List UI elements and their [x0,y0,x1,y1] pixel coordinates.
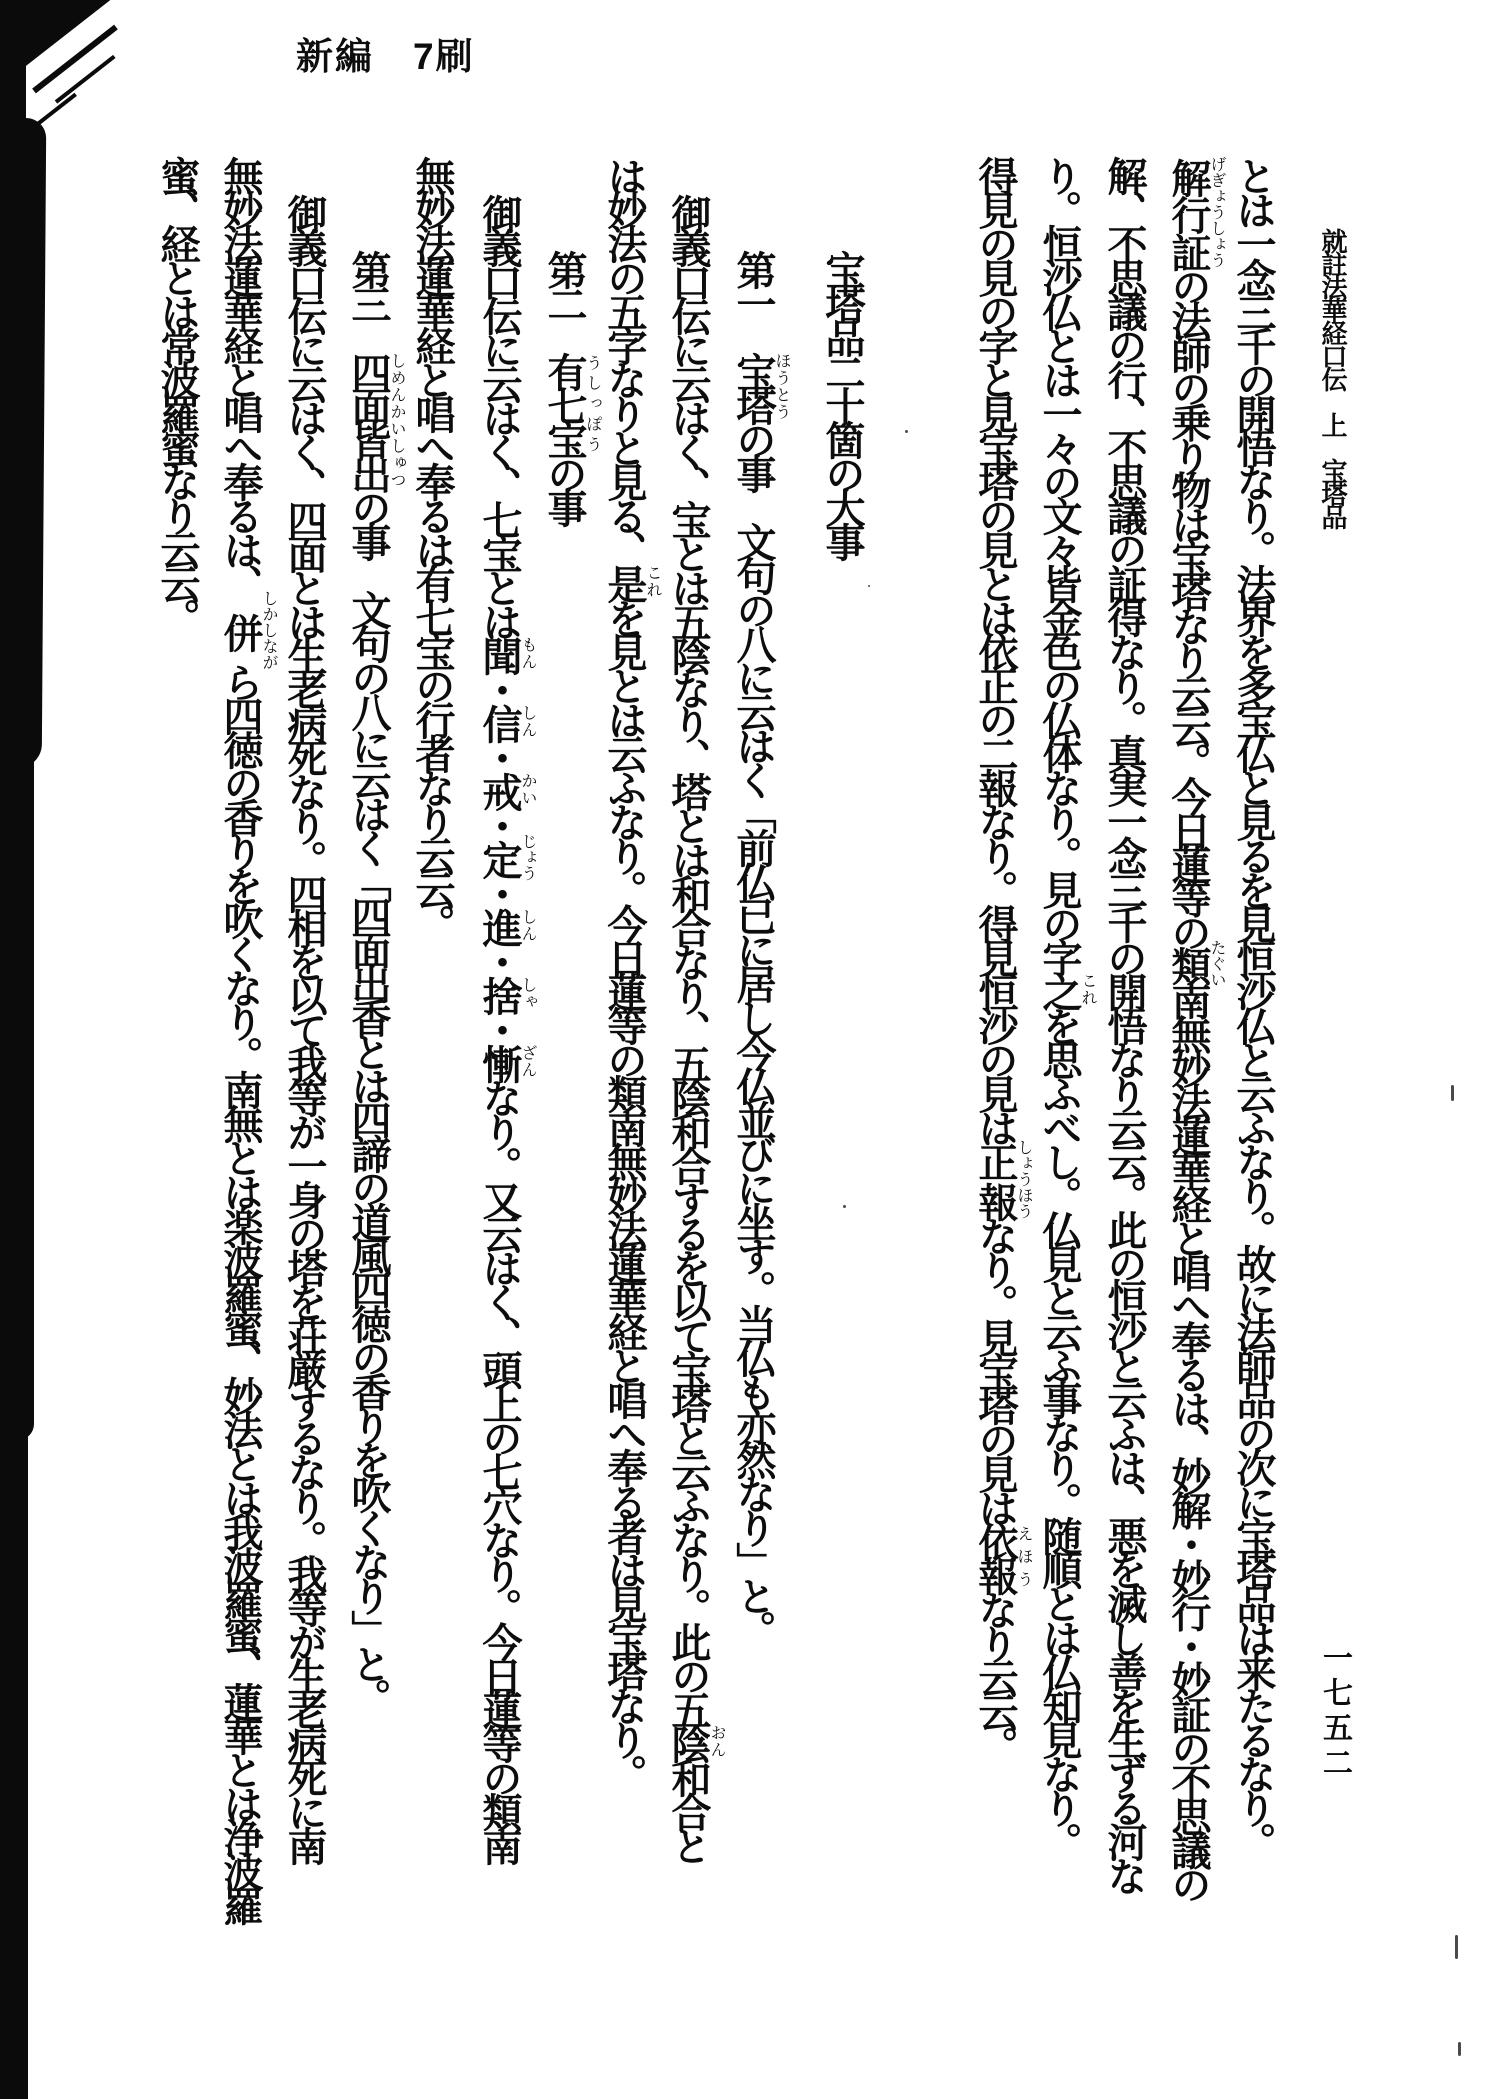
furigana-annotated-text: 戒かい [477,772,536,806]
furigana-annotated-text: 慚ざん [477,1044,536,1078]
scan-speck [905,430,908,433]
furigana-annotated-text: 正報しょうほう [973,1139,1032,1219]
scan-speck [843,1205,846,1208]
furigana-annotated-text: 信しん [477,704,536,738]
body-line-4: り。恒沙仏とは一々の文々皆金色の仏体なり。見の字之これを思ふべし。仏見と云ふ事なり。随順とは仏知見なり。 [1037,156,1096,1856]
furigana-annotated-text: 之これ [1037,972,1096,1006]
furigana-annotated-text: 四面皆出しめんかいしゅつ [346,352,405,488]
item-1-body-line-1: 御義口伝に云はく、宝とは五陰なり、塔とは和合なり、五陰和合するを以て宝塔と云ふなり。此の五陰おん和合と [666,194,725,1860]
section-title: 宝塔品二十箇の大事 [820,250,865,556]
scan-edge-artifact [0,1412,28,2099]
scan-streak-artifact [29,93,77,132]
item-2-body-line-2: 無妙法蓮華経と唱へ奉るは有七宝の行者なり云云。 [410,156,455,938]
furigana-annotated-text: 進しん [477,908,536,942]
item-2-heading: 第二 有七宝うしっぽうの事 [542,250,601,522]
item-3-body-line-1: 御義口伝に云はく、四面とは生老病死なり。四相を以て我等が一身の塔を荘厳するなり。我等が生老病死に南 [282,194,327,1860]
item-3-body-line-3: 蜜、経とは常波羅蜜なり云云。 [155,156,200,632]
item-1-heading: 第一 宝塔ほうとうの事 文句の八に云はく「前仏已に居し今仏並びに坐す。当仏も亦然なり」と。 [731,250,790,1644]
edition-note: 新編 7刷 [296,36,475,77]
furigana-annotated-text: 依報えほう [973,1522,1032,1590]
body-line-5: 得見の見の字と見宝塔の見とは依正の二報なり。得見恒沙の見は正報しょうほうなり。見宝塔の見は依報えほうなり云云。 [973,156,1032,1760]
furigana-annotated-text: 有七宝うしっぽう [542,352,601,454]
scan-edge-artifact [0,118,46,768]
page-number: 一七五二 [1318,1642,1351,1782]
item-2-body-line-1: 御義口伝に云はく、七宝とは聞もん・信しん・戒かい・定じょう・進しん・捨しゃ・慚ざんなり。又云はく、頭上の七穴なり。今日蓮等の類南 [477,194,536,1860]
furigana-annotated-text: 類たぐい [1166,939,1225,988]
scan-speck [868,585,870,587]
scan-corner-artifact [0,0,111,74]
furigana-annotated-text: 解行証げぎょうしょう [1166,156,1225,268]
running-head: 就註法華経口伝 上 宝塔品 [1318,228,1347,527]
furigana-annotated-text: 併しかしなが [218,590,277,670]
furigana-annotated-text: 定じょう [477,833,536,881]
body-line-2: 解行証げぎょうしょうの法師の乗り物は宝塔なり云云。今日蓮等の類たぐい南無妙法蓮華経と唱へ奉るは、妙解・妙行・妙証の不思議の [1166,156,1225,1899]
furigana-annotated-text: 聞もん [477,636,536,670]
scan-edge-artifact [0,740,34,1440]
furigana-annotated-text: 陰おん [666,1724,725,1758]
scan-speck [1458,2042,1461,2056]
item-1-body-line-2: は妙法の五字なりと見る、是これを見とは云ふなり。今日蓮等の類南無妙法蓮華経と唱へ奉る者は見宝塔なり。 [602,156,661,1788]
scan-speck [1455,1935,1458,1959]
furigana-annotated-text: 是これ [602,564,661,598]
body-line-3: 解、不思議の行、不思議の証得なり。真実一念三千の開悟なり云云。此の恒沙と云ふは、悪を滅し善を生ずる河な [1102,156,1147,1890]
scan-speck [1451,1085,1454,1101]
body-line-1: とは一念三千の開悟なり。法界を多宝仏と見るを見恒沙仏と云ふなり。故に法師品の次に宝塔品は来たるなり。 [1231,156,1276,1856]
item-3-heading: 第三 四面皆出しめんかいしゅつの事 文句の八に云はく「四面出香とは四諦の道風四徳の香りを吹くなり」と。 [346,250,405,1712]
item-3-body-line-2: 無妙法蓮華経と唱へ奉るは、併しかしながら四徳の香りを吹くなり。南無とは楽波羅蜜、妙法とは我波羅蜜、蓮華とは浄波羅 [218,156,277,1920]
furigana-annotated-text: 宝塔ほうとう [731,352,790,420]
furigana-annotated-text: 捨しゃ [477,976,536,1010]
